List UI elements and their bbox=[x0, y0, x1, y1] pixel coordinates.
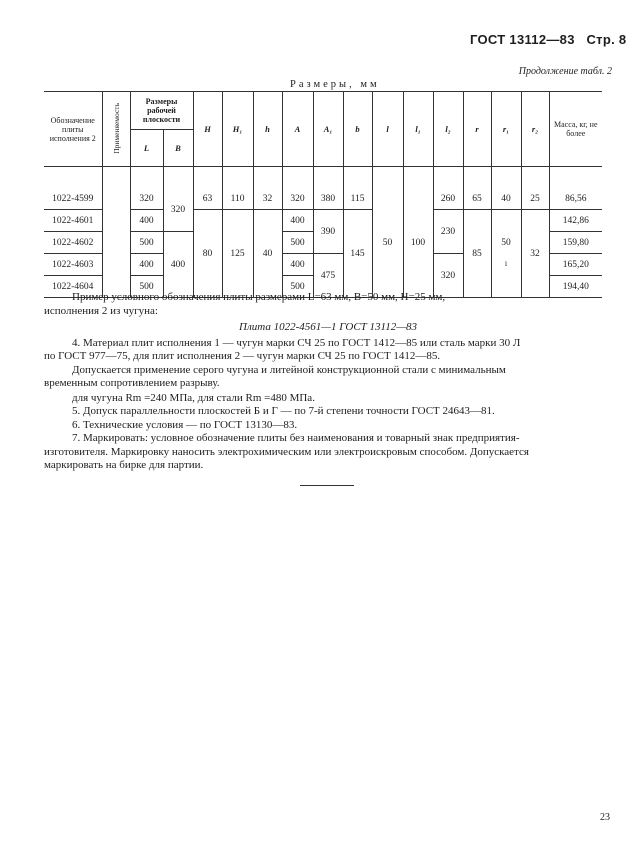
cell-A: 500 bbox=[282, 276, 313, 298]
header-h: h bbox=[253, 92, 282, 167]
cell-A1-merged: 475 bbox=[313, 254, 343, 298]
cell-mass: 86,56 bbox=[549, 188, 602, 210]
table-row: 1022-4604 bbox=[44, 276, 102, 298]
header-designation: Обозначение плиты исполнения 2 bbox=[44, 92, 102, 167]
cell-h-merged: 40 bbox=[253, 210, 282, 298]
header-H1: H₁ bbox=[222, 92, 253, 167]
cell-r1: 40 bbox=[491, 188, 521, 210]
header-r: r bbox=[463, 92, 491, 167]
cell-r1-value: 50 bbox=[501, 238, 511, 248]
cell-L: 500 bbox=[130, 232, 163, 254]
cell-l2-merged: 230 bbox=[433, 210, 463, 254]
header-L: L bbox=[130, 130, 163, 167]
cell-B-merged: 400 bbox=[163, 232, 193, 298]
header-B: B bbox=[163, 130, 193, 167]
cell-r1-merged bbox=[491, 210, 521, 298]
cell-A1-merged: 390 bbox=[313, 210, 343, 254]
cell-h: 32 bbox=[253, 188, 282, 210]
cell-A: 320 bbox=[282, 188, 313, 210]
item-7-line-3: маркировать на бирке для партии. bbox=[44, 459, 204, 471]
cell-mass: 159,80 bbox=[549, 232, 602, 254]
cell-H1: 110 bbox=[222, 188, 253, 210]
cell-mass: 194,40 bbox=[549, 276, 602, 298]
tensile-strength-line: для чугуна Rm =240 МПа, для стали Rm =480 МПа. bbox=[72, 392, 315, 404]
header-l1: l₁ bbox=[403, 92, 433, 167]
header-r1: r₁ bbox=[491, 92, 521, 167]
page-number: 23 bbox=[600, 812, 610, 823]
cell-A: 400 bbox=[282, 254, 313, 276]
header-H: H bbox=[193, 92, 222, 167]
dimensions-table bbox=[44, 91, 602, 298]
example-intro: Пример условного обозначения плиты размерами L=63 мм, B=50 мм, H=25 мм, bbox=[72, 291, 446, 303]
header-working-plane: Размеры рабочей плоскости bbox=[130, 92, 193, 130]
page-header bbox=[470, 32, 626, 47]
cell-mass: 142,86 bbox=[549, 210, 602, 232]
header-applicability bbox=[102, 92, 130, 167]
cell-mass: 165,20 bbox=[549, 254, 602, 276]
example-intro-cont: исполнения 2 из чугуна: bbox=[44, 305, 158, 317]
cell-B-merged: 320 bbox=[163, 188, 193, 232]
applicability-cell bbox=[102, 188, 130, 298]
cell-L: 400 bbox=[130, 210, 163, 232]
cell-H1-merged: 125 bbox=[222, 210, 253, 298]
cell-L: 320 bbox=[130, 188, 163, 210]
ditto-mark: ı bbox=[504, 258, 508, 268]
permission-line-1: Допускается применение серого чугуна и литейной конструкционной стали с минимальным bbox=[72, 364, 506, 376]
cell-l2: 260 bbox=[433, 188, 463, 210]
cell-H-merged: 80 bbox=[193, 210, 222, 298]
cell-r2: 25 bbox=[521, 188, 549, 210]
table-row: 1022-4601 bbox=[44, 210, 102, 232]
permission-line-2: временным сопротивлением разрыву. bbox=[44, 377, 220, 389]
page-label: Стр. 8 bbox=[586, 32, 627, 47]
end-rule bbox=[300, 485, 354, 486]
cell-A: 500 bbox=[282, 232, 313, 254]
table-continuation-label: Продолжение табл. 2 bbox=[518, 66, 612, 77]
cell-A1: 380 bbox=[313, 188, 343, 210]
header-applicability-text: Применяемость bbox=[111, 102, 121, 154]
header-r2: r₂ bbox=[521, 92, 549, 167]
item-7-line-1: 7. Маркировать: условное обозначение плиты без наименования и товарный знак предприятия- bbox=[72, 432, 520, 444]
cell-b: 115 bbox=[343, 188, 372, 210]
cell-L: 500 bbox=[130, 276, 163, 298]
cell-l-merged: 50 bbox=[372, 188, 403, 298]
header-mass: Масса, кг, не более bbox=[549, 92, 602, 167]
cell-A: 400 bbox=[282, 210, 313, 232]
item-6: 6. Технические условия — по ГОСТ 13130—83. bbox=[72, 419, 298, 431]
example-designation: Плита 1022-4561—1 ГОСТ 13112—83 bbox=[239, 321, 417, 333]
header-A: A bbox=[282, 92, 313, 167]
table-caption: Размеры, мм bbox=[290, 79, 380, 90]
table-row: 1022-4599 bbox=[44, 188, 102, 210]
cell-l2-merged: 320 bbox=[433, 254, 463, 298]
item-4-line-1: 4. Материал плит исполнения 1 — чугун марки СЧ 25 по ГОСТ 1412—85 или сталь марки 30 Л bbox=[72, 337, 521, 349]
header-b: b bbox=[343, 92, 372, 167]
header-A1: A₁ bbox=[313, 92, 343, 167]
header-l: l bbox=[372, 92, 403, 167]
item-5: 5. Допуск параллельности плоскостей Б и Г — по 7-й степени точности ГОСТ 24643—81. bbox=[72, 405, 495, 417]
cell-r-merged: 85 bbox=[463, 210, 491, 298]
table-row: 1022-4602 bbox=[44, 232, 102, 254]
cell-l1-merged: 100 bbox=[403, 188, 433, 298]
header-l2: l₂ bbox=[433, 92, 463, 167]
standard-number: ГОСТ 13112—83 bbox=[470, 32, 575, 47]
cell-b-merged: 145 bbox=[343, 210, 372, 298]
item-7-line-2: изготовителя. Маркировку наносить электрохимическим или электроискровым способом. Допускается bbox=[44, 446, 529, 458]
cell-r2-merged: 32 bbox=[521, 210, 549, 298]
cell-L: 400 bbox=[130, 254, 163, 276]
item-4-line-2: по ГОСТ 977—75, для плит исполнения 2 — чугун марки СЧ 25 по ГОСТ 1412—85. bbox=[44, 350, 441, 362]
table-row: 1022-4603 bbox=[44, 254, 102, 276]
cell-r: 65 bbox=[463, 188, 491, 210]
cell-H: 63 bbox=[193, 188, 222, 210]
